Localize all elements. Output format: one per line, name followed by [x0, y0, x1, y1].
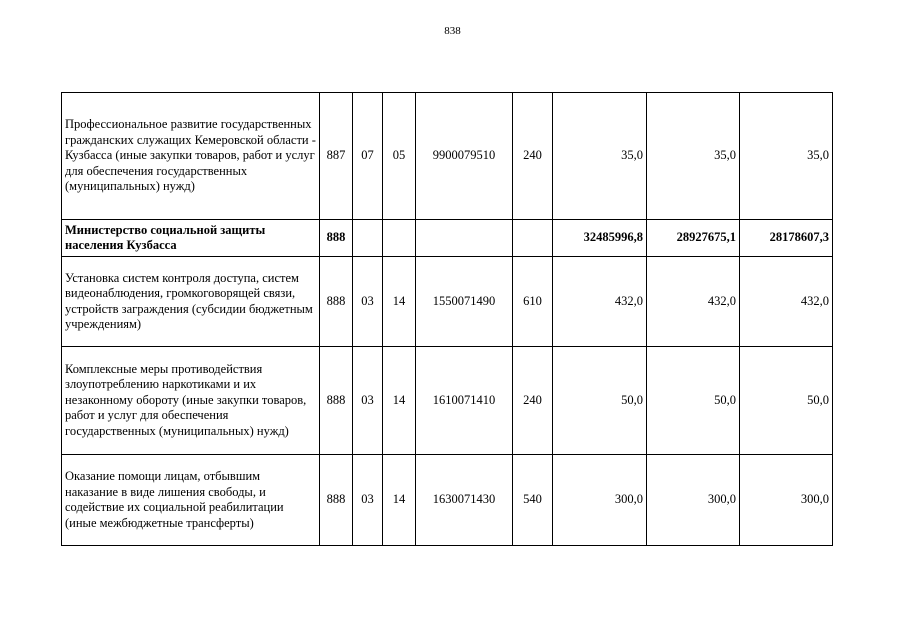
target-article	[416, 220, 513, 257]
ministry-code: 888	[320, 347, 353, 455]
subsection-code: 05	[383, 93, 416, 220]
amount-year-3: 35,0	[740, 93, 833, 220]
row-name: Оказание помощи лицам, отбывшим наказание в виде лишения свободы, и содействие их социальной реабилитации (иные межбюджетные трансферты)	[62, 455, 320, 546]
subsection-code: 14	[383, 455, 416, 546]
section-code: 03	[353, 257, 383, 347]
subsection-code: 14	[383, 257, 416, 347]
expense-type: 540	[513, 455, 553, 546]
target-article: 1610071410	[416, 347, 513, 455]
amount-year-1: 50,0	[553, 347, 647, 455]
target-article: 1550071490	[416, 257, 513, 347]
amount-year-3: 432,0	[740, 257, 833, 347]
table-row	[62, 93, 833, 220]
section-code	[353, 220, 383, 257]
amount-year-1: 432,0	[553, 257, 647, 347]
page-number: 838	[444, 25, 461, 37]
expense-type: 610	[513, 257, 553, 347]
ministry-code: 888	[320, 257, 353, 347]
amount-year-3: 300,0	[740, 455, 833, 546]
target-article: 1630071430	[416, 455, 513, 546]
section-code: 07	[353, 93, 383, 220]
table-row	[62, 257, 833, 347]
row-name: Министерство социальной защиты населения Кузбасса	[62, 220, 320, 257]
amount-year-3: 28178607,3	[740, 220, 833, 257]
amount-year-1: 35,0	[553, 93, 647, 220]
amount-year-3: 50,0	[740, 347, 833, 455]
ministry-code: 888	[320, 220, 353, 257]
ministry-code: 887	[320, 93, 353, 220]
table-row	[62, 455, 833, 546]
table-row	[62, 347, 833, 455]
row-name: Профессиональное развитие государственных гражданских служащих Кемеровской области - Кузбасса (иные закупки товаров, работ и услуг для обеспечения государственных (муниципальных) нужд)	[62, 93, 320, 220]
target-article: 9900079510	[416, 93, 513, 220]
row-name: Комплексные меры противодействия злоупотреблению наркотиками и их незаконному обороту (иные закупки товаров, работ и услуг для обеспечения государственных (муниципальных) нужд)	[62, 347, 320, 455]
budget-table	[61, 92, 833, 546]
expense-type: 240	[513, 347, 553, 455]
section-code: 03	[353, 347, 383, 455]
amount-year-2: 28927675,1	[647, 220, 740, 257]
expense-type	[513, 220, 553, 257]
subsection-code	[383, 220, 416, 257]
amount-year-2: 50,0	[647, 347, 740, 455]
subsection-code: 14	[383, 347, 416, 455]
section-code: 03	[353, 455, 383, 546]
amount-year-1: 300,0	[553, 455, 647, 546]
table-row	[62, 220, 833, 257]
row-name: Установка систем контроля доступа, систем видеонаблюдения, громкоговорящей связи, устройств заграждения (субсидии бюджетным учреждениям)	[62, 257, 320, 347]
ministry-code: 888	[320, 455, 353, 546]
amount-year-1: 32485996,8	[553, 220, 647, 257]
expense-type: 240	[513, 93, 553, 220]
amount-year-2: 432,0	[647, 257, 740, 347]
amount-year-2: 35,0	[647, 93, 740, 220]
amount-year-2: 300,0	[647, 455, 740, 546]
